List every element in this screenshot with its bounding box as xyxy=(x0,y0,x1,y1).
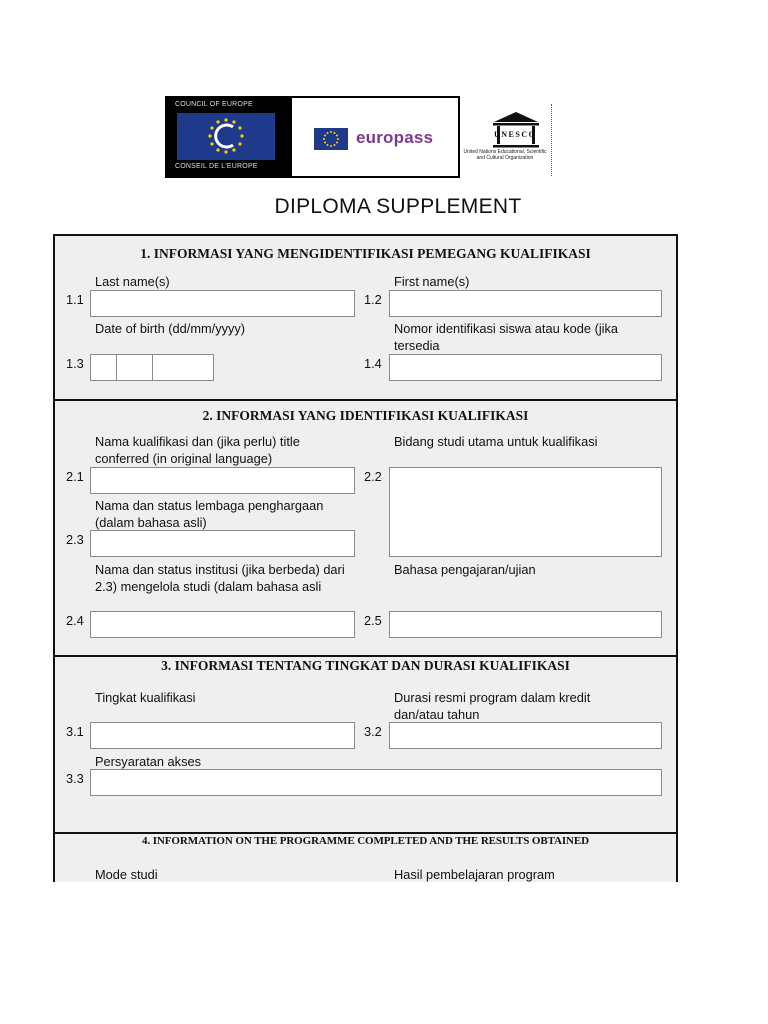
label-2-1: Nama kualifikasi dan (jika perlu) title conferred (in original language) xyxy=(95,434,300,466)
level-of-qualification-field[interactable] xyxy=(90,722,355,749)
number-3-1: 3.1 xyxy=(66,724,84,739)
dob-year-cell[interactable] xyxy=(153,355,213,380)
section-1-heading: 1. INFORMASI YANG MENGIDENTIFIKASI PEMEGANG KUALIFIKASI xyxy=(140,246,591,261)
number-1-3: 1.3 xyxy=(66,356,84,371)
student-id-field[interactable] xyxy=(389,354,662,381)
awarding-institution-field[interactable] xyxy=(90,530,355,557)
dob-month-cell[interactable] xyxy=(117,355,153,380)
label-4-1: Mode studi xyxy=(95,867,158,882)
diploma-form xyxy=(53,234,678,882)
label-1-4: Nomor identifikasi siswa atau kode (jika tersedia xyxy=(394,321,619,353)
dob-day-cell[interactable] xyxy=(91,355,117,380)
section-2-heading: 2. INFORMASI YANG IDENTIFIKASI KUALIFIKASI xyxy=(202,408,529,423)
label-4-2: Hasil pembelajaran program xyxy=(394,867,555,882)
unesco-wordmark: UNESCO xyxy=(494,130,537,139)
label-3-1: Tingkat kualifikasi xyxy=(95,690,196,705)
section-3-heading: 3. INFORMASI TENTANG TINGKAT DAN DURASI KUALIFIKASI xyxy=(161,658,570,673)
number-3-2: 3.2 xyxy=(364,724,382,739)
europass-wordmark: europass xyxy=(356,128,434,147)
section-divider xyxy=(55,655,676,657)
access-requirements-field[interactable] xyxy=(90,769,662,796)
number-3-3: 3.3 xyxy=(66,771,84,786)
last-name-field[interactable] xyxy=(90,290,355,317)
label-2-2: Bidang studi utama untuk kualifikasi xyxy=(394,434,598,449)
coe-bottom-text: CONSEIL DE L'EUROPE xyxy=(175,163,258,170)
label-1-1: Last name(s) xyxy=(95,274,170,289)
number-2-2: 2.2 xyxy=(364,469,382,484)
number-2-4: 2.4 xyxy=(66,613,84,628)
number-1-4: 1.4 xyxy=(364,356,382,371)
logo-banner xyxy=(165,96,555,178)
page-title: DIPLOMA SUPPLEMENT xyxy=(274,195,522,218)
label-2-4: Nama dan status institusi (jika berbeda) dari 2.3) mengelola studi (dalam bahasa asli xyxy=(95,562,345,594)
eu-flag-icon xyxy=(314,128,348,150)
number-2-3: 2.3 xyxy=(66,532,84,547)
unesco-divider xyxy=(551,104,552,176)
council-of-europe-logo xyxy=(165,96,292,178)
europass-logo xyxy=(292,96,460,178)
main-field-of-study-field[interactable] xyxy=(389,467,662,557)
language-of-instruction-field[interactable] xyxy=(389,611,662,638)
section-divider xyxy=(55,399,676,401)
coe-flag-icon xyxy=(177,113,275,160)
qualification-name-field[interactable] xyxy=(90,467,355,494)
official-length-field[interactable] xyxy=(389,722,662,749)
date-of-birth-field[interactable] xyxy=(90,354,214,381)
number-1-1: 1.1 xyxy=(66,292,84,307)
unesco-caption: United Nations Educational, Scientific and Cultural Organization xyxy=(463,149,547,161)
number-1-2: 1.2 xyxy=(364,292,382,307)
label-2-3: Nama dan status lembaga penghargaan (dalam bahasa asli) xyxy=(95,498,324,530)
label-2-5: Bahasa pengajaran/ujian xyxy=(394,562,536,577)
label-1-2: First name(s) xyxy=(394,274,470,289)
label-1-3: Date of birth (dd/mm/yyyy) xyxy=(95,321,246,336)
number-2-1: 2.1 xyxy=(66,469,84,484)
section-4-heading: 4. INFORMATION ON THE PROGRAMME COMPLETED AND THE RESULTS OBTAINED xyxy=(142,835,589,847)
section-divider xyxy=(55,832,676,834)
administering-institution-field[interactable] xyxy=(90,611,355,638)
unesco-logo xyxy=(461,102,555,178)
number-2-5: 2.5 xyxy=(364,613,382,628)
first-name-field[interactable] xyxy=(389,290,662,317)
label-3-2: Durasi resmi program dalam kredit dan/atau tahun xyxy=(394,690,591,722)
label-3-3: Persyaratan akses xyxy=(95,754,201,769)
coe-top-text: COUNCIL OF EUROPE xyxy=(175,101,253,108)
